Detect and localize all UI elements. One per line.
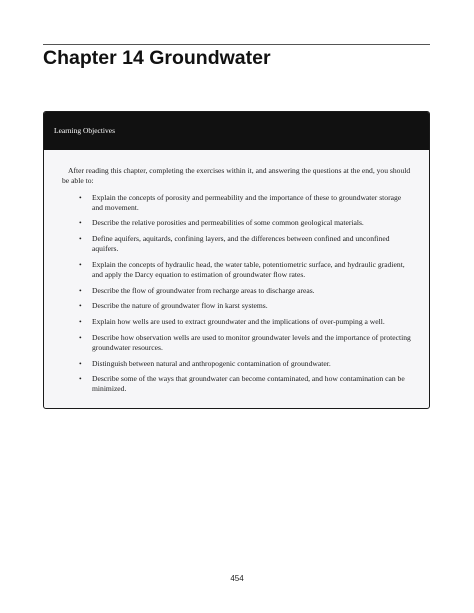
list-item-text: Define aquifers, aquitards, confining layers, and the differences between confined and unconfined aquifers. xyxy=(92,234,390,254)
list-item xyxy=(79,286,415,296)
bullet: • xyxy=(79,332,82,342)
list-item xyxy=(79,301,415,311)
learning-objectives-box xyxy=(43,111,430,409)
list-item xyxy=(79,374,415,395)
bullet: • xyxy=(79,218,82,228)
list-item-text: Describe the flow of groundwater from recharge areas to discharge areas. xyxy=(92,285,315,295)
page-number: 454 xyxy=(230,574,244,583)
list-item-text: Describe the nature of groundwater flow in karst systems. xyxy=(92,301,268,311)
learning-objectives-intro: After reading this chapter, completing the exercises within it, and answering the questions at the end, you should be able to: xyxy=(62,166,411,186)
bullet: • xyxy=(79,285,82,295)
bullet: • xyxy=(79,374,82,384)
chapter-title: Chapter 14 Groundwater xyxy=(43,47,271,69)
bullet: • xyxy=(79,234,82,244)
learning-objectives-list xyxy=(62,193,415,395)
list-item-text: Explain the concepts of porosity and permeability and the importance of these to groundwater storage and movement. xyxy=(92,192,402,212)
list-item xyxy=(79,333,415,354)
bullet: • xyxy=(79,259,82,269)
list-item-text: Describe how observation wells are used to monitor groundwater levels and the importance of protecting groundwater resources. xyxy=(92,332,411,352)
bullet: • xyxy=(79,192,82,202)
learning-objectives-header: Learning Objectives xyxy=(44,112,429,150)
learning-objectives-body xyxy=(44,150,429,395)
list-item xyxy=(79,260,415,281)
bullet: • xyxy=(79,301,82,311)
list-item-text: Explain the concepts of hydraulic head, the water table, potentiometric surface, and hydraulic gradient, and apply the Darcy equation to estimation of groundwater flow rates. xyxy=(92,259,405,280)
list-item-text: Explain how wells are used to extract groundwater and the implications of over-pumping a well. xyxy=(92,317,385,327)
list-item xyxy=(79,218,415,228)
header-rule xyxy=(43,44,430,45)
list-item-text: Distinguish between natural and anthropogenic contamination of groundwater. xyxy=(92,358,331,368)
bullet: • xyxy=(79,358,82,368)
list-item-text: Describe the relative porosities and permeabilities of some common geological materials. xyxy=(92,218,364,228)
list-item xyxy=(79,234,415,255)
list-item-text: Describe some of the ways that groundwater can become contaminated, and how contamination can be minimized. xyxy=(92,374,405,394)
bullet: • xyxy=(79,317,82,327)
list-item xyxy=(79,317,415,327)
list-item xyxy=(79,359,415,369)
list-item xyxy=(79,193,415,214)
